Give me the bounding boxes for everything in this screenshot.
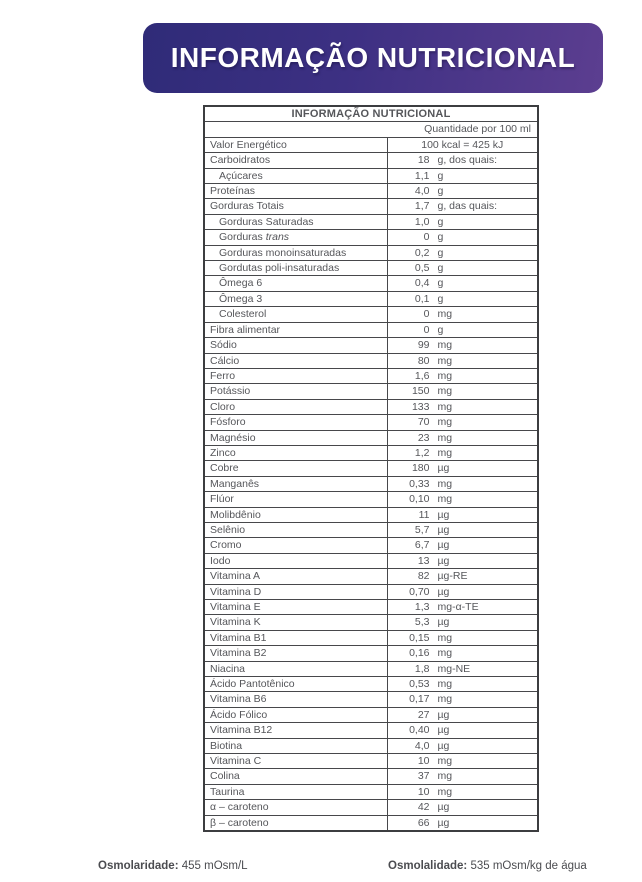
nutrient-unit: g: [437, 169, 444, 182]
nutrient-row: [204, 199, 538, 214]
nutrient-row: [204, 322, 538, 337]
nutrient-row: [204, 723, 538, 738]
nutrient-unit: mg: [437, 308, 453, 321]
nutrient-label: Taurina: [210, 785, 245, 798]
nutrient-value-cell: [387, 291, 538, 306]
nutrient-value-cell: [387, 646, 538, 661]
nutrient-amount: 42: [417, 801, 430, 814]
nutrient-amount: 4,0: [414, 739, 430, 752]
nutrient-label: Gorduras: [219, 231, 266, 244]
nutrient-unit: µg: [437, 708, 450, 721]
nutrient-amount: 6,7: [414, 539, 430, 552]
nutrient-label: Cobre: [210, 462, 239, 475]
nutrient-label: Molibdênio: [210, 508, 261, 521]
nutrient-row: [204, 769, 538, 784]
nutrient-label-cell: [204, 245, 387, 260]
nutrient-value-cell: [387, 553, 538, 568]
nutrient-value-cell: [387, 507, 538, 522]
nutrient-value-cell: [387, 307, 538, 322]
nutrient-label: Vitamina E: [210, 601, 261, 613]
nutrient-label: Colina: [210, 770, 240, 783]
osmolarity-value: 455 mOsm/L: [181, 860, 248, 872]
nutrient-value-cell: [387, 338, 538, 353]
nutrient-value-cell: [387, 214, 538, 229]
nutrient-value-cell: [387, 584, 538, 599]
nutrient-value-cell: [387, 569, 538, 584]
nutrient-label-cell: [204, 569, 387, 584]
nutrient-row: [204, 168, 538, 183]
nutrient-row: [204, 538, 538, 553]
nutrient-label-cell: [204, 399, 387, 414]
nutrient-label-cell: [204, 276, 387, 291]
nutrient-amount: 18: [417, 154, 430, 167]
nutrient-amount: 0,16: [409, 647, 430, 660]
nutrient-amount: 10: [417, 785, 430, 798]
nutrient-label-cell: [204, 476, 387, 491]
nutrient-unit: mg: [437, 693, 453, 706]
nutrient-label: Sódio: [210, 339, 237, 352]
nutrient-unit: mg: [437, 446, 453, 459]
nutrient-unit: mg: [437, 647, 453, 660]
nutrient-value-cell: [387, 723, 538, 738]
nutrient-amount: 0,70: [409, 585, 430, 598]
nutrient-value-cell: [387, 199, 538, 214]
nutrient-row: [204, 338, 538, 353]
nutrient-unit: µg-RE: [437, 570, 468, 583]
nutrient-unit: mg: [437, 477, 453, 490]
nutrient-unit: µg: [437, 523, 450, 536]
nutrient-row: [204, 445, 538, 460]
nutrient-unit: mg: [437, 385, 453, 398]
nutrient-label: Ferro: [210, 369, 236, 382]
nutrient-label-cell: [204, 199, 387, 214]
osmolality-label: Osmolalidade:: [388, 860, 468, 872]
nutrient-value-cell: [387, 538, 538, 553]
nutrient-row: [204, 615, 538, 630]
nutrient-row: [204, 153, 538, 168]
nutrient-amount: 1,2: [414, 446, 430, 459]
nutrient-label-cell: [204, 677, 387, 692]
nutrient-row: [204, 584, 538, 599]
nutrient-label-cell: [204, 738, 387, 753]
nutrient-amount: 0,17: [409, 693, 430, 706]
nutrient-unit: mg: [437, 416, 453, 429]
nutrient-row: [204, 214, 538, 229]
nutrient-label: Vitamina D: [210, 585, 262, 598]
nutrient-amount: 0,10: [409, 493, 430, 506]
nutrient-label-cell: [204, 723, 387, 738]
nutrient-value-cell: [387, 415, 538, 430]
nutrient-row: [204, 291, 538, 306]
nutrient-label-cell: [204, 322, 387, 337]
nutrient-row: [204, 368, 538, 383]
nutrient-amount: 23: [417, 431, 430, 444]
nutrient-label: Gorduras monoinsaturadas: [219, 246, 347, 259]
nutrient-amount: 1,3: [414, 601, 430, 613]
nutrient-unit: mg: [437, 431, 453, 444]
nutrient-amount: 5,7: [414, 523, 430, 536]
nutrient-amount: 0,40: [409, 724, 430, 737]
nutrient-amount: 27: [417, 708, 430, 721]
nutrient-label: Ômega 6: [219, 277, 263, 290]
nutrient-label: Zinco: [210, 446, 236, 459]
nutrient-label: Gorduras Totais: [210, 200, 284, 213]
nutrient-row: [204, 353, 538, 368]
nutrient-amount: 80: [417, 354, 430, 367]
nutrient-unit: mg-α-TE: [437, 601, 479, 613]
nutrient-label: Cloro: [210, 400, 236, 413]
nutrient-amount: 66: [417, 816, 430, 829]
nutrient-label-cell: [204, 707, 387, 722]
nutrient-amount: 0: [423, 231, 430, 244]
nutrient-unit: mg: [437, 755, 453, 768]
nutrient-label-cell: [204, 769, 387, 784]
nutrient-value-cell: [387, 754, 538, 769]
nutrient-label-cell: [204, 153, 387, 168]
nutrient-row: [204, 553, 538, 568]
nutrient-label-cell: [204, 445, 387, 460]
nutrient-unit: g: [437, 323, 444, 336]
nutrient-value-cell: [387, 430, 538, 445]
nutrient-unit: mg: [437, 493, 453, 506]
nutrient-label-cell: [204, 692, 387, 707]
nutrient-row: [204, 399, 538, 414]
nutrient-label: Potássio: [210, 385, 251, 398]
nutrient-amount: 13: [417, 554, 430, 567]
nutrient-amount: 0,15: [409, 631, 430, 644]
nutrient-label-italic: trans: [265, 231, 290, 244]
nutrient-label: Colesterol: [219, 308, 267, 321]
nutrient-row: [204, 384, 538, 399]
nutrient-unit: mg: [437, 400, 453, 413]
nutrient-label-cell: [204, 261, 387, 276]
nutrient-value-cell: [387, 353, 538, 368]
table-subtitle: Quantidade por 100 ml: [204, 122, 538, 137]
nutrient-row: [204, 261, 538, 276]
osmolality-value: 535 mOsm/kg de água: [470, 860, 587, 872]
table-subtitle-row: [204, 122, 538, 137]
nutrient-unit: mg: [437, 339, 453, 352]
nutrient-value-cell: [387, 384, 538, 399]
nutrient-value-cell: [387, 322, 538, 337]
nutrient-label-cell: [204, 214, 387, 229]
nutrition-banner: [143, 23, 603, 93]
nutrient-label-cell: [204, 784, 387, 799]
nutrient-label-cell: [204, 384, 387, 399]
nutrient-value-cell: [387, 137, 538, 152]
nutrient-unit: mg: [437, 770, 453, 783]
nutrient-unit: mg: [437, 354, 453, 367]
nutrient-amount: 0,2: [414, 246, 430, 259]
nutrient-row: [204, 507, 538, 522]
nutrient-row: [204, 692, 538, 707]
nutrient-amount: 0,1: [414, 292, 430, 305]
nutrient-label: Flúor: [210, 493, 234, 506]
nutrient-row: [204, 754, 538, 769]
nutrient-label-cell: [204, 507, 387, 522]
nutrient-label-cell: [204, 800, 387, 815]
nutrient-row: [204, 646, 538, 661]
nutrient-unit: µg: [437, 801, 450, 814]
nutrient-label-cell: [204, 661, 387, 676]
nutrient-row: [204, 800, 538, 815]
nutrient-row: [204, 677, 538, 692]
nutrient-label-cell: [204, 461, 387, 476]
nutrient-unit: g: [437, 215, 444, 228]
nutrient-amount: 0,53: [409, 678, 430, 691]
nutrient-value-cell: [387, 600, 538, 615]
nutrient-value-cell: [387, 522, 538, 537]
nutrient-value-cell: [387, 677, 538, 692]
osmolarity-note: [98, 860, 248, 872]
nutrient-unit: g: [437, 292, 444, 305]
nutrient-label-cell: [204, 615, 387, 630]
nutrient-value-cell: [387, 261, 538, 276]
nutrient-row: [204, 784, 538, 799]
nutrient-amount: 99: [417, 339, 430, 352]
nutrient-row: [204, 184, 538, 199]
nutrient-value-cell: [387, 445, 538, 460]
nutrient-value-cell: [387, 784, 538, 799]
nutrient-label: Ômega 3: [219, 292, 263, 305]
nutrient-unit: g: [437, 246, 444, 259]
nutrient-label: Ácido Pantotênico: [210, 678, 295, 691]
nutrient-unit: mg: [437, 369, 453, 382]
nutrient-row: [204, 415, 538, 430]
nutrient-amount: 180: [411, 462, 430, 475]
nutrient-amount: 1,6: [414, 369, 430, 382]
nutrient-label-cell: [204, 338, 387, 353]
nutrient-row: [204, 430, 538, 445]
nutrient-value-cell: [387, 184, 538, 199]
nutrition-table: [203, 105, 539, 832]
nutrient-label-cell: [204, 230, 387, 245]
nutrient-label: Biotina: [210, 739, 243, 752]
nutrient-unit: mg: [437, 678, 453, 691]
nutrient-unit: g: [437, 277, 444, 290]
nutrient-amount: 11: [418, 508, 430, 521]
nutrient-value-cell: [387, 276, 538, 291]
nutrient-row: [204, 276, 538, 291]
banner-title: INFORMAÇÃO NUTRICIONAL: [170, 42, 576, 73]
nutrient-value-cell: [387, 153, 538, 168]
nutrient-amount: 0: [423, 323, 430, 336]
nutrient-label-cell: [204, 492, 387, 507]
nutrient-value-cell: [387, 692, 538, 707]
nutrient-amount: 82: [417, 570, 430, 583]
nutrient-amount: 0: [423, 308, 430, 321]
table-title: INFORMAÇÃO NUTRICIONAL: [204, 106, 538, 122]
nutrient-value-cell: [387, 368, 538, 383]
nutrient-unit: µg: [437, 508, 450, 521]
nutrient-label: Iodo: [210, 554, 231, 567]
nutrient-amount: 70: [417, 416, 430, 429]
nutrient-amount: 37: [417, 770, 430, 783]
nutrient-row: [204, 492, 538, 507]
nutrient-row: [204, 307, 538, 322]
nutrient-value-cell: [387, 615, 538, 630]
nutrient-label: Gorduras Saturadas: [219, 215, 314, 228]
nutrient-label: Niacina: [210, 662, 246, 675]
nutrient-unit: g, dos quais:: [437, 154, 498, 167]
nutrient-label: Fósforo: [210, 416, 246, 429]
nutrient-value-cell: [387, 815, 538, 831]
nutrient-row: [204, 230, 538, 245]
nutrient-row: [204, 738, 538, 753]
nutrient-row: [204, 707, 538, 722]
nutrient-amount: 0,33: [409, 477, 430, 490]
nutrient-label: Carboidratos: [210, 154, 271, 167]
nutrient-value-cell: [387, 230, 538, 245]
nutrient-value-cell: [387, 492, 538, 507]
nutrient-unit: mg-NE: [437, 662, 471, 675]
nutrient-value: 100 kcal = 425 kJ: [421, 138, 504, 151]
nutrient-label: Vitamina A: [210, 570, 261, 583]
nutrient-label: Gordutas poli-insaturadas: [219, 262, 340, 275]
nutrient-row: [204, 600, 538, 615]
nutrient-row: [204, 476, 538, 491]
nutrient-row: [204, 661, 538, 676]
nutrient-label: Fibra alimentar: [210, 323, 281, 336]
nutrient-label: α – caroteno: [210, 801, 269, 814]
nutrient-amount: 1,7: [414, 200, 430, 213]
nutrient-label-cell: [204, 430, 387, 445]
nutrient-value-cell: [387, 476, 538, 491]
nutrient-label-cell: [204, 553, 387, 568]
nutrient-label: Cálcio: [210, 354, 240, 367]
nutrient-amount: 0,4: [414, 277, 430, 290]
nutrient-label-cell: [204, 137, 387, 152]
nutrient-label-cell: [204, 815, 387, 831]
nutrient-value-cell: [387, 769, 538, 784]
table-title-row: [204, 106, 538, 122]
nutrient-label: Ácido Fólico: [210, 708, 268, 721]
nutrient-unit: µg: [437, 816, 450, 829]
nutrient-amount: 1,1: [414, 169, 430, 182]
nutrient-label-cell: [204, 291, 387, 306]
nutrient-label-cell: [204, 353, 387, 368]
nutrient-label-cell: [204, 522, 387, 537]
nutrient-value-cell: [387, 399, 538, 414]
nutrient-label-cell: [204, 754, 387, 769]
nutrient-value-cell: [387, 245, 538, 260]
nutrient-amount: 5,3: [414, 616, 430, 629]
nutrient-label: Manganês: [210, 477, 260, 490]
nutrient-label: β – caroteno: [210, 816, 269, 829]
nutrient-unit: µg: [437, 616, 450, 629]
nutrient-amount: 0,5: [414, 262, 430, 275]
nutrient-value-cell: [387, 738, 538, 753]
osmolarity-label: Osmolaridade:: [98, 860, 179, 872]
nutrient-label: Cromo: [210, 539, 242, 552]
nutrient-label: Valor Energético: [210, 138, 287, 151]
nutrient-row: [204, 815, 538, 831]
nutrient-unit: µg: [437, 539, 450, 552]
nutrient-label: Vitamina B2: [210, 647, 267, 660]
nutrient-unit: g, das quais:: [437, 200, 498, 213]
nutrient-value-cell: [387, 707, 538, 722]
nutrient-label-cell: [204, 168, 387, 183]
nutrient-label-cell: [204, 184, 387, 199]
nutrient-label-cell: [204, 584, 387, 599]
nutrient-label-cell: [204, 646, 387, 661]
nutrient-label: Vitamina B12: [210, 724, 273, 737]
nutrient-label-cell: [204, 307, 387, 322]
nutrient-unit: µg: [437, 462, 450, 475]
nutrient-label: Selênio: [210, 523, 246, 536]
nutrient-label-cell: [204, 630, 387, 645]
nutrient-label: Magnésio: [210, 431, 256, 444]
nutrient-label-cell: [204, 368, 387, 383]
nutrient-row: [204, 569, 538, 584]
nutrient-label: Proteínas: [210, 185, 255, 198]
nutrient-amount: 10: [417, 755, 430, 768]
nutrition-table-body: [204, 106, 538, 831]
nutrient-row: [204, 522, 538, 537]
nutrient-label-cell: [204, 538, 387, 553]
nutrient-value-cell: [387, 168, 538, 183]
nutrient-label-cell: [204, 600, 387, 615]
nutrient-unit: g: [437, 231, 444, 244]
nutrient-value-cell: [387, 800, 538, 815]
nutrient-label: Vitamina B6: [210, 693, 267, 706]
nutrient-unit: mg: [437, 785, 453, 798]
nutrient-amount: 1,0: [414, 215, 430, 228]
nutrient-label: Vitamina C: [210, 755, 262, 768]
nutrient-row: [204, 137, 538, 152]
nutrient-unit: mg: [437, 631, 453, 644]
nutrient-unit: µg: [437, 724, 450, 737]
nutrient-label: Açúcares: [219, 169, 263, 182]
nutrient-unit: g: [437, 185, 444, 198]
nutrient-value-cell: [387, 661, 538, 676]
nutrient-value-cell: [387, 630, 538, 645]
nutrient-unit: µg: [437, 585, 450, 598]
nutrient-unit: µg: [437, 739, 450, 752]
nutrient-row: [204, 630, 538, 645]
osmolality-note: [388, 860, 587, 872]
nutrient-amount: 150: [411, 385, 430, 398]
nutrient-label-cell: [204, 415, 387, 430]
nutrient-row: [204, 461, 538, 476]
nutrient-label: Vitamina B1: [210, 631, 267, 644]
nutrient-unit: g: [437, 262, 444, 275]
nutrient-row: [204, 245, 538, 260]
nutrient-unit: µg: [437, 554, 450, 567]
nutrient-amount: 4,0: [414, 185, 430, 198]
nutrient-label: Vitamina K: [210, 616, 261, 629]
nutrient-value-cell: [387, 461, 538, 476]
nutrient-amount: 1,8: [414, 662, 430, 675]
nutrient-amount: 133: [411, 400, 430, 413]
